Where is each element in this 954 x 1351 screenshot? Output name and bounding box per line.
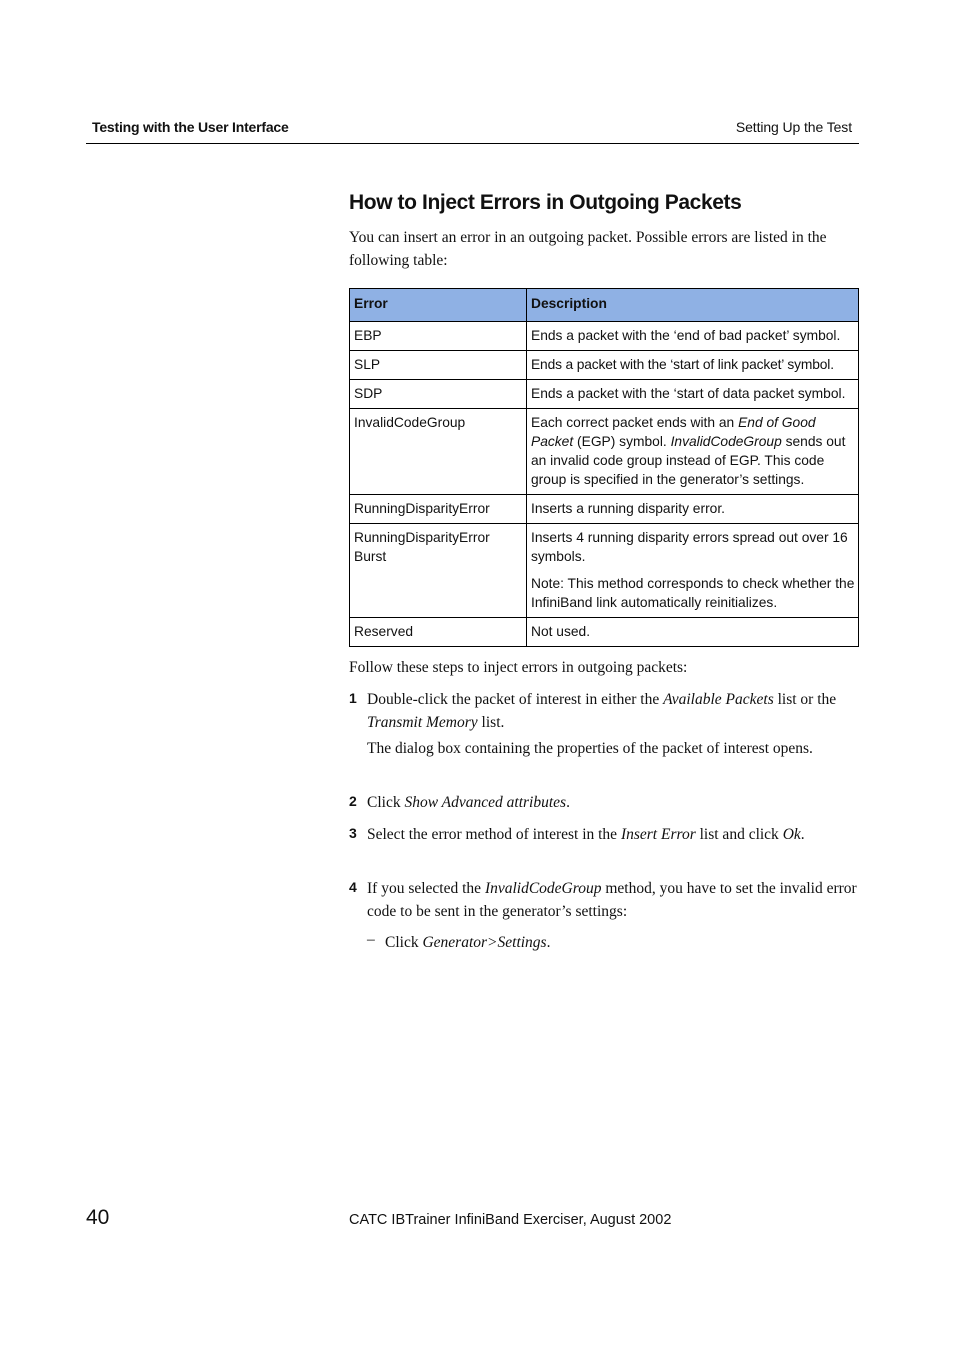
step-number: 1: [349, 690, 357, 706]
table-row: [350, 322, 859, 351]
step-number: 4: [349, 879, 357, 895]
steps-intro: Follow these steps to inject errors in outgoing packets:: [349, 659, 688, 676]
description-text: Each correct packet ends with an: [531, 415, 739, 430]
table-row: [350, 409, 859, 495]
error-text: RunningDisparityError: [354, 530, 490, 545]
step-text-part: .: [800, 826, 805, 843]
table-header-description: Description: [527, 289, 859, 322]
section-title: How to Inject Errors in Outgoing Packets: [349, 191, 742, 214]
error-cell: InvalidCodeGroup: [350, 409, 527, 495]
table-row: [350, 618, 859, 647]
sub-step-emphasis: Generator>Settings: [422, 934, 547, 951]
error-table: [349, 288, 859, 647]
error-cell: SDP: [350, 380, 527, 409]
step-emphasis: Insert Error: [620, 826, 696, 843]
step-text-part: list or the: [773, 691, 837, 708]
table-row: [350, 524, 859, 618]
description-emphasis: InvalidCodeGroup: [670, 434, 782, 449]
step-emphasis: Ok: [782, 826, 801, 843]
description-cell: Ends a packet with the ‘start of link packet’ symbol.: [527, 351, 859, 380]
table-row: [350, 380, 859, 409]
description-cell: [527, 524, 859, 618]
description-text: Inserts 4 running disparity errors spread out over 16 symbols.: [531, 530, 848, 564]
table-header-row: [350, 289, 859, 322]
step-text-part: .: [566, 794, 570, 811]
step-text-part: method, you have to set the invalid error code to be sent in the generator’s settings:: [367, 880, 857, 920]
step-emphasis: Available Packets: [663, 691, 774, 708]
footer-text: CATC IBTrainer InfiniBand Exerciser, August 2002: [349, 1212, 672, 1228]
description-cell: [527, 409, 859, 495]
sub-step-text-part: Click: [385, 934, 423, 951]
running-head-chapter: Testing with the User Interface: [92, 119, 289, 135]
description-cell: Ends a packet with the ‘end of bad packet’ symbol.: [527, 322, 859, 351]
page-number: 40: [86, 1206, 110, 1229]
description-note: Note: This method corresponds to check whether the InfiniBand link automatically reinitializes.: [531, 576, 855, 610]
step-text-part: list.: [477, 714, 505, 731]
step-text-part: If you selected the: [367, 880, 485, 897]
description-text: sends out an invalid code group instead of EGP. This code group is specified in the generator’s settings.: [531, 434, 846, 487]
header-rule: [86, 143, 859, 144]
step-number: 3: [349, 825, 357, 841]
step-text-part: Click: [367, 794, 405, 811]
error-cell: EBP: [350, 322, 527, 351]
step-text-part: list and click: [695, 826, 783, 843]
description-text: (EGP) symbol.: [573, 434, 671, 449]
intro-paragraph: You can insert an error in an outgoing packet. Possible errors are listed in the following table:: [349, 229, 827, 269]
error-cell: Reserved: [350, 618, 527, 647]
step-followup: The dialog box containing the properties of the packet of interest opens.: [367, 740, 813, 757]
step-text: [367, 688, 859, 734]
description-emphasis: End of Good Packet: [531, 415, 816, 449]
step-emphasis: InvalidCodeGroup: [484, 880, 602, 897]
step-text: [367, 823, 859, 846]
sub-step-text-part: .: [546, 934, 551, 951]
error-text: Burst: [354, 549, 387, 564]
description-cell: Not used.: [527, 618, 859, 647]
running-head-section: Setting Up the Test: [735, 119, 852, 135]
step-text-part: Select the error method of interest in the: [367, 826, 621, 843]
sub-step-text: [385, 931, 550, 954]
description-cell: Ends a packet with the ‘start of data packet symbol.: [527, 380, 859, 409]
table-row: [350, 351, 859, 380]
step-emphasis: Transmit Memory: [367, 714, 478, 731]
error-cell: [350, 524, 527, 618]
error-cell: RunningDisparityError: [350, 495, 527, 524]
table-header-error: Error: [350, 289, 527, 322]
step-emphasis: Show Advanced attributes: [404, 794, 567, 811]
description-cell: Inserts a running disparity error.: [527, 495, 859, 524]
sub-step-dash: –: [367, 931, 375, 948]
table-row: [350, 495, 859, 524]
step-text: [367, 877, 859, 923]
step-text-part: Double-click the packet of interest in either the: [367, 691, 664, 708]
step-text: [367, 791, 859, 814]
step-number: 2: [349, 793, 357, 809]
error-cell: SLP: [350, 351, 527, 380]
